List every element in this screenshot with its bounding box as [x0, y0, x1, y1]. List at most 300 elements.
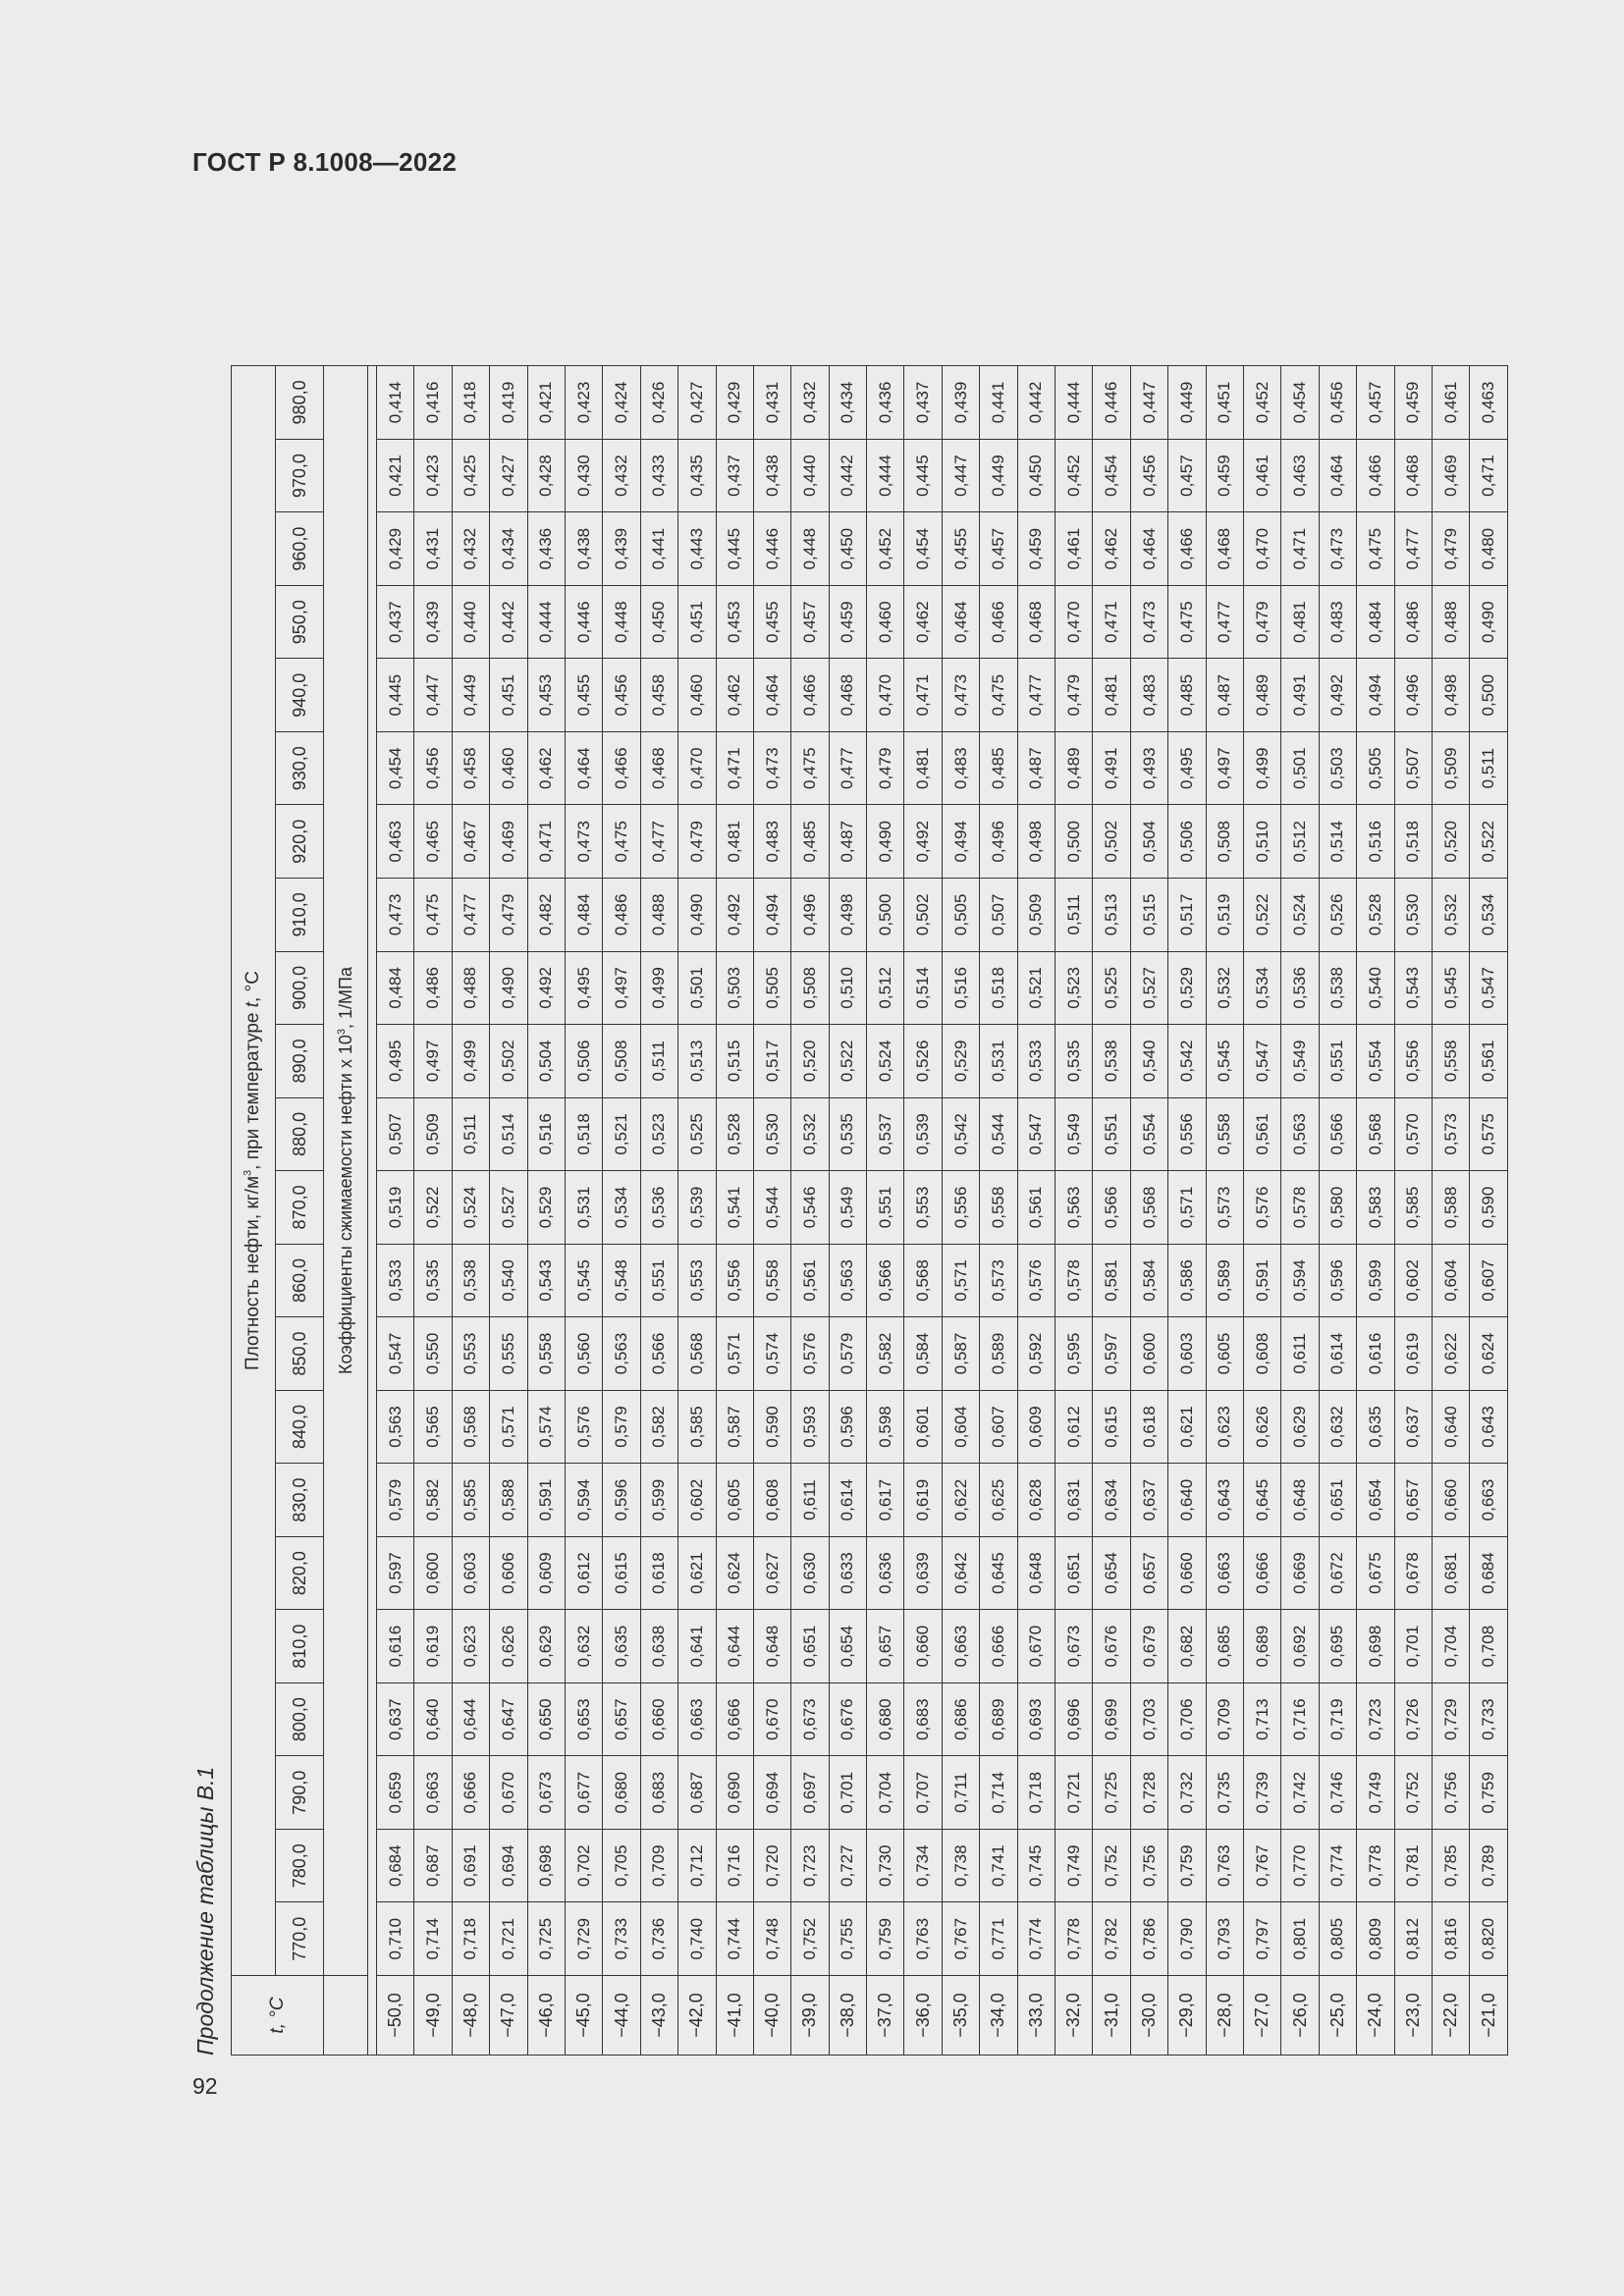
- coefficient-cell: 0,438: [753, 439, 790, 512]
- coefficient-cell: 0,432: [603, 439, 640, 512]
- coefficient-cell: 0,666: [452, 1756, 489, 1830]
- coefficient-cell: 0,696: [1056, 1682, 1093, 1756]
- table-row: [904, 366, 942, 2056]
- coefficient-cell: 0,439: [603, 512, 640, 586]
- table-row: [1206, 366, 1243, 2056]
- coefficient-cell: 0,639: [904, 1536, 942, 1610]
- coefficient-cell: 0,447: [1130, 366, 1167, 440]
- coefficient-cell: 0,551: [867, 1171, 904, 1245]
- density-header-cell: 910,0: [276, 879, 324, 952]
- coefficient-cell: 0,484: [377, 951, 414, 1025]
- coefficient-cell: 0,538: [452, 1244, 489, 1317]
- coefficient-cell: 0,635: [1357, 1390, 1394, 1464]
- coefficient-cell: 0,672: [1319, 1536, 1356, 1610]
- coefficient-cell: 0,437: [716, 439, 753, 512]
- coefficient-cell: 0,660: [1432, 1464, 1469, 1537]
- coefficient-cell: 0,458: [640, 659, 677, 732]
- coefficient-cell: 0,463: [1470, 366, 1508, 440]
- coefficient-cell: 0,560: [565, 1317, 602, 1391]
- coefficient-cell: 0,491: [1281, 659, 1319, 732]
- temperature-cell: −36,0: [904, 1976, 942, 2056]
- temperature-cell: −24,0: [1357, 1976, 1394, 2056]
- coefficient-cell: 0,466: [1168, 512, 1206, 586]
- coefficient-cell: 0,456: [1319, 366, 1356, 440]
- coefficient-cell: 0,462: [904, 585, 942, 659]
- coefficient-cell: 0,663: [1470, 1464, 1508, 1537]
- coefficient-cell: 0,443: [678, 512, 716, 586]
- coefficient-cell: 0,621: [678, 1536, 716, 1610]
- density-group-header-sup: 3: [242, 1169, 254, 1176]
- coefficient-cell: 0,542: [942, 1097, 979, 1171]
- coefficient-cell: 0,645: [980, 1536, 1017, 1610]
- coefficient-cell: 0,445: [377, 659, 414, 732]
- coefficient-cell: 0,511: [1056, 879, 1093, 952]
- coefficient-cell: 0,686: [942, 1682, 979, 1756]
- coefficient-cell: 0,675: [1357, 1536, 1394, 1610]
- temperature-cell: −41,0: [716, 1976, 753, 2056]
- coefficient-cell: 0,707: [904, 1756, 942, 1830]
- coefficient-cell: 0,444: [527, 585, 565, 659]
- coefficient-cell: 0,714: [980, 1756, 1017, 1830]
- coefficient-cell: 0,746: [1319, 1756, 1356, 1830]
- coefficient-cell: 0,518: [565, 1097, 602, 1171]
- coefficient-cell: 0,475: [980, 659, 1017, 732]
- coefficient-cell: 0,697: [791, 1756, 829, 1830]
- coefficient-cell: 0,614: [829, 1464, 866, 1537]
- table-row: [377, 366, 414, 2056]
- coefficient-cell: 0,670: [490, 1756, 527, 1830]
- coefficient-cell: 0,545: [1206, 1025, 1243, 1098]
- coefficient-cell: 0,708: [1470, 1610, 1508, 1683]
- coefficient-cell: 0,594: [1281, 1244, 1319, 1317]
- coefficient-cell: 0,457: [1357, 366, 1394, 440]
- coefficient-cell: 0,622: [942, 1464, 979, 1537]
- coefficient-cell: 0,729: [1432, 1682, 1469, 1756]
- coefficient-cell: 0,666: [716, 1682, 753, 1756]
- coefficient-cell: 0,452: [1243, 366, 1280, 440]
- coefficient-cell: 0,483: [1319, 585, 1356, 659]
- coefficient-cell: 0,509: [414, 1097, 452, 1171]
- coefficient-cell: 0,763: [1206, 1829, 1243, 1902]
- coefficient-cell: 0,752: [1093, 1829, 1130, 1902]
- coefficient-cell: 0,507: [1394, 731, 1432, 805]
- coefficient-cell: 0,734: [904, 1829, 942, 1902]
- coefficient-cell: 0,541: [716, 1171, 753, 1245]
- coefficient-cell: 0,740: [678, 1902, 716, 1976]
- coefficient-cell: 0,475: [791, 731, 829, 805]
- coefficient-cell: 0,532: [1206, 951, 1243, 1025]
- coefficient-cell: 0,774: [1017, 1902, 1055, 1976]
- coefficient-cell: 0,805: [1319, 1902, 1356, 1976]
- temperature-cell: −34,0: [980, 1976, 1017, 2056]
- coefficient-cell: 0,511: [640, 1025, 677, 1098]
- coefficient-cell: 0,506: [565, 1025, 602, 1098]
- coefficient-cell: 0,651: [791, 1610, 829, 1683]
- coefficient-cell: 0,735: [1206, 1756, 1243, 1830]
- coefficient-cell: 0,508: [1206, 805, 1243, 879]
- coefficient-cell: 0,692: [1281, 1610, 1319, 1683]
- coefficient-cell: 0,575: [1470, 1097, 1508, 1171]
- coefficient-cell: 0,604: [1432, 1244, 1469, 1317]
- density-header-cell: 890,0: [276, 1025, 324, 1098]
- coefficient-cell: 0,538: [1319, 951, 1356, 1025]
- coefficient-cell: 0,774: [1319, 1829, 1356, 1902]
- coefficient-cell: 0,663: [1206, 1536, 1243, 1610]
- coefficient-cell: 0,585: [452, 1464, 489, 1537]
- coefficient-cell: 0,499: [640, 951, 677, 1025]
- coefficient-cell: 0,739: [1243, 1756, 1280, 1830]
- coefficient-cell: 0,533: [377, 1244, 414, 1317]
- coefficient-cell: 0,619: [414, 1610, 452, 1683]
- coefficient-cell: 0,454: [904, 512, 942, 586]
- coefficient-cell: 0,516: [1357, 805, 1394, 879]
- coefficient-cell: 0,498: [829, 879, 866, 952]
- temperature-cell: −50,0: [377, 1976, 414, 2056]
- coefficient-cell: 0,450: [1017, 439, 1055, 512]
- coefficient-cell: 0,587: [942, 1317, 979, 1391]
- coefficient-cell: 0,592: [1017, 1317, 1055, 1391]
- coefficient-cell: 0,701: [829, 1756, 866, 1830]
- coefficient-cell: 0,555: [490, 1317, 527, 1391]
- coefficient-cell: 0,571: [716, 1317, 753, 1391]
- coefficient-cell: 0,490: [867, 805, 904, 879]
- coefficient-cell: 0,432: [452, 512, 489, 586]
- coefficient-cell: 0,585: [678, 1390, 716, 1464]
- coefficient-cell: 0,453: [716, 585, 753, 659]
- coefficient-cell: 0,475: [1168, 585, 1206, 659]
- density-header-cell: 820,0: [276, 1536, 324, 1610]
- coefficient-cell: 0,448: [791, 512, 829, 586]
- coefficient-cell: 0,538: [1093, 1025, 1130, 1098]
- table-row: [1357, 366, 1394, 2056]
- coefficient-cell: 0,477: [452, 879, 489, 952]
- coefficient-cell: 0,481: [904, 731, 942, 805]
- coefficient-cell: 0,615: [603, 1536, 640, 1610]
- coefficient-cell: 0,571: [1168, 1171, 1206, 1245]
- coefficient-cell: 0,517: [753, 1025, 790, 1098]
- coefficient-cell: 0,486: [1394, 585, 1432, 659]
- coefficient-cell: 0,510: [829, 951, 866, 1025]
- coefficient-cell: 0,759: [1168, 1829, 1206, 1902]
- coefficient-cell: 0,444: [1056, 366, 1093, 440]
- coefficient-cell: 0,619: [1394, 1317, 1432, 1391]
- coefficient-cell: 0,547: [377, 1317, 414, 1391]
- coefficient-cell: 0,689: [1243, 1610, 1280, 1683]
- coefficients-subtitle-prefix: Коэффициенты сжимаемости нефти х 10: [335, 1035, 355, 1375]
- coefficient-cell: 0,631: [1056, 1464, 1093, 1537]
- coefficient-cell: 0,793: [1206, 1902, 1243, 1976]
- coefficient-cell: 0,469: [1432, 439, 1469, 512]
- coefficient-cell: 0,483: [942, 731, 979, 805]
- coefficient-cell: 0,492: [1319, 659, 1356, 732]
- coefficient-cell: 0,534: [1470, 879, 1508, 952]
- coefficient-cell: 0,770: [1281, 1829, 1319, 1902]
- coefficient-cell: 0,609: [1017, 1390, 1055, 1464]
- coefficient-cell: 0,648: [1281, 1464, 1319, 1537]
- coefficient-cell: 0,648: [753, 1610, 790, 1683]
- coefficient-cell: 0,820: [1470, 1902, 1508, 1976]
- coefficient-cell: 0,670: [1017, 1610, 1055, 1683]
- coefficient-cell: 0,547: [1470, 951, 1508, 1025]
- coefficient-cell: 0,505: [1357, 731, 1394, 805]
- coefficient-cell: 0,558: [1432, 1025, 1469, 1098]
- coefficient-cell: 0,596: [1319, 1244, 1356, 1317]
- coefficient-cell: 0,654: [1093, 1536, 1130, 1610]
- coefficient-cell: 0,479: [867, 731, 904, 805]
- coefficient-cell: 0,477: [1394, 512, 1432, 586]
- coefficient-cell: 0,470: [867, 659, 904, 732]
- temperature-cell: −22,0: [1432, 1976, 1469, 2056]
- coefficients-subtitle-sup: 3: [335, 1028, 348, 1036]
- density-header-cell: 960,0: [276, 512, 324, 586]
- coefficient-cell: 0,637: [1130, 1464, 1167, 1537]
- coefficient-cell: 0,629: [527, 1610, 565, 1683]
- coefficient-cell: 0,477: [1017, 659, 1055, 732]
- coefficient-cell: 0,492: [527, 951, 565, 1025]
- temperature-cell: −37,0: [867, 1976, 904, 2056]
- table-row: [490, 366, 527, 2056]
- header-spacer-cell: [368, 366, 377, 2056]
- coefficient-cell: 0,430: [565, 439, 602, 512]
- coefficient-cell: 0,673: [791, 1682, 829, 1756]
- coefficient-cell: 0,435: [678, 439, 716, 512]
- coefficient-cell: 0,566: [867, 1244, 904, 1317]
- table-row: [829, 366, 866, 2056]
- coefficient-cell: 0,522: [829, 1025, 866, 1098]
- coefficient-cell: 0,468: [1394, 439, 1432, 512]
- coefficient-cell: 0,466: [1357, 439, 1394, 512]
- coefficient-cell: 0,566: [1319, 1097, 1356, 1171]
- coefficient-cell: 0,547: [1017, 1097, 1055, 1171]
- coefficient-cell: 0,706: [1168, 1682, 1206, 1756]
- coefficient-cell: 0,641: [678, 1610, 716, 1683]
- table-row: [414, 366, 452, 2056]
- coefficient-cell: 0,542: [1168, 1025, 1206, 1098]
- coefficient-cell: 0,742: [1281, 1756, 1319, 1830]
- coefficients-subtitle-suffix: , 1/МПа: [335, 967, 355, 1029]
- coefficient-cell: 0,682: [1168, 1610, 1206, 1683]
- density-header-cell: 850,0: [276, 1317, 324, 1391]
- coefficient-cell: 0,748: [753, 1902, 790, 1976]
- temperature-cell: −27,0: [1243, 1976, 1280, 2056]
- coefficient-cell: 0,427: [678, 366, 716, 440]
- coefficient-cell: 0,431: [414, 512, 452, 586]
- coefficient-cell: 0,638: [640, 1610, 677, 1683]
- coefficient-cell: 0,455: [942, 512, 979, 586]
- coefficient-cell: 0,718: [452, 1902, 489, 1976]
- coefficient-cell: 0,602: [678, 1464, 716, 1537]
- coefficient-cell: 0,515: [1130, 879, 1167, 952]
- coefficient-cell: 0,511: [1470, 731, 1508, 805]
- coefficient-cell: 0,536: [1281, 951, 1319, 1025]
- coefficient-cell: 0,496: [980, 805, 1017, 879]
- coefficient-cell: 0,549: [1056, 1097, 1093, 1171]
- coefficient-cell: 0,563: [377, 1390, 414, 1464]
- coefficient-cell: 0,587: [716, 1390, 753, 1464]
- coefficient-cell: 0,521: [603, 1097, 640, 1171]
- coefficient-cell: 0,499: [452, 1025, 489, 1098]
- coefficient-cell: 0,797: [1243, 1902, 1280, 1976]
- coefficient-cell: 0,595: [1056, 1317, 1093, 1391]
- coefficient-cell: 0,418: [452, 366, 489, 440]
- coefficient-cell: 0,588: [490, 1464, 527, 1537]
- coefficient-cell: 0,718: [1017, 1756, 1055, 1830]
- coefficient-cell: 0,484: [1357, 585, 1394, 659]
- document-code: ГОСТ Р 8.1008—2022: [192, 147, 458, 177]
- coefficient-cell: 0,414: [377, 366, 414, 440]
- coefficient-cell: 0,536: [640, 1171, 677, 1245]
- coefficient-cell: 0,544: [980, 1097, 1017, 1171]
- coefficient-cell: 0,473: [753, 731, 790, 805]
- density-header-cell: 980,0: [276, 366, 324, 440]
- coefficient-cell: 0,495: [565, 951, 602, 1025]
- coefficient-cell: 0,710: [377, 1902, 414, 1976]
- table-row: [980, 366, 1017, 2056]
- coefficient-cell: 0,558: [980, 1171, 1017, 1245]
- coefficient-cell: 0,733: [603, 1902, 640, 1976]
- coefficient-cell: 0,522: [414, 1171, 452, 1245]
- coefficient-cell: 0,568: [452, 1390, 489, 1464]
- coefficient-cell: 0,586: [1168, 1244, 1206, 1317]
- coefficient-cell: 0,486: [603, 879, 640, 952]
- coefficient-cell: 0,759: [867, 1902, 904, 1976]
- coefficient-cell: 0,558: [753, 1244, 790, 1317]
- coefficient-cell: 0,582: [640, 1390, 677, 1464]
- coefficient-cell: 0,479: [1432, 512, 1469, 586]
- coefficient-cell: 0,477: [829, 731, 866, 805]
- coefficient-cell: 0,477: [640, 805, 677, 879]
- coefficient-cell: 0,680: [603, 1756, 640, 1830]
- coefficient-cell: 0,521: [1017, 951, 1055, 1025]
- temperature-column-header: t, °C: [232, 1976, 324, 2056]
- coefficient-cell: 0,585: [1394, 1171, 1432, 1245]
- coefficient-cell: 0,579: [377, 1464, 414, 1537]
- coefficient-cell: 0,763: [904, 1902, 942, 1976]
- temperature-cell: −48,0: [452, 1976, 489, 2056]
- temperature-cell: −42,0: [678, 1976, 716, 2056]
- coefficient-cell: 0,501: [678, 951, 716, 1025]
- coefficient-cell: 0,441: [640, 512, 677, 586]
- coefficient-cell: 0,432: [791, 366, 829, 440]
- coefficient-cell: 0,756: [1130, 1829, 1167, 1902]
- coefficient-cell: 0,494: [942, 805, 979, 879]
- density-header-cell: 870,0: [276, 1171, 324, 1245]
- coefficient-cell: 0,468: [640, 731, 677, 805]
- temperature-cell: −21,0: [1470, 1976, 1508, 2056]
- density-header-cell: 940,0: [276, 659, 324, 732]
- coefficient-cell: 0,582: [414, 1464, 452, 1537]
- coefficient-cell: 0,571: [942, 1244, 979, 1317]
- coefficient-cell: 0,454: [1093, 439, 1130, 512]
- coefficient-cell: 0,473: [1130, 585, 1167, 659]
- table-row: [452, 366, 489, 2056]
- coefficient-cell: 0,633: [829, 1536, 866, 1610]
- coefficient-cell: 0,466: [603, 731, 640, 805]
- coefficient-cell: 0,563: [1056, 1171, 1093, 1245]
- coefficient-cell: 0,419: [490, 366, 527, 440]
- coefficient-cell: 0,487: [1017, 731, 1055, 805]
- coefficient-cell: 0,531: [565, 1171, 602, 1245]
- coefficient-cell: 0,640: [1432, 1390, 1469, 1464]
- coefficient-cell: 0,495: [377, 1025, 414, 1098]
- coefficient-cell: 0,556: [716, 1244, 753, 1317]
- coefficient-cell: 0,421: [377, 439, 414, 512]
- temperature-cell: −38,0: [829, 1976, 866, 2056]
- table-row: [565, 366, 602, 2056]
- coefficient-cell: 0,515: [716, 1025, 753, 1098]
- density-header-cell: 840,0: [276, 1390, 324, 1464]
- coefficient-cell: 0,749: [1357, 1756, 1394, 1830]
- coefficient-cell: 0,563: [1281, 1097, 1319, 1171]
- coefficient-cell: 0,554: [1357, 1025, 1394, 1098]
- coefficient-cell: 0,436: [867, 366, 904, 440]
- coefficient-cell: 0,464: [753, 659, 790, 732]
- coefficient-cell: 0,498: [1017, 805, 1055, 879]
- coefficient-cell: 0,508: [791, 951, 829, 1025]
- coefficient-cell: 0,547: [1243, 1025, 1280, 1098]
- coefficient-cell: 0,582: [867, 1317, 904, 1391]
- coefficient-cell: 0,524: [867, 1025, 904, 1098]
- coefficient-cell: 0,454: [1281, 366, 1319, 440]
- temperature-cell: −26,0: [1281, 1976, 1319, 2056]
- density-header-cell: 880,0: [276, 1097, 324, 1171]
- density-header-cell: 920,0: [276, 805, 324, 879]
- coefficient-cell: 0,622: [1432, 1317, 1469, 1391]
- coefficient-cell: 0,597: [1093, 1317, 1130, 1391]
- coefficient-cell: 0,689: [980, 1682, 1017, 1756]
- coefficient-cell: 0,429: [377, 512, 414, 586]
- coefficient-cell: 0,628: [1017, 1464, 1055, 1537]
- coefficient-cell: 0,632: [565, 1610, 602, 1683]
- coefficient-cell: 0,502: [490, 1025, 527, 1098]
- coefficient-cell: 0,485: [1168, 659, 1206, 732]
- table-row: [1319, 366, 1356, 2056]
- coefficient-cell: 0,573: [1206, 1171, 1243, 1245]
- coefficient-cell: 0,467: [452, 805, 489, 879]
- coefficient-cell: 0,516: [527, 1097, 565, 1171]
- coefficient-cell: 0,452: [1056, 439, 1093, 512]
- table-row: [753, 366, 790, 2056]
- coefficient-cell: 0,446: [565, 585, 602, 659]
- coefficient-cell: 0,666: [980, 1610, 1017, 1683]
- coefficient-cell: 0,473: [377, 879, 414, 952]
- coefficient-cell: 0,461: [1243, 439, 1280, 512]
- coefficient-cell: 0,782: [1093, 1902, 1130, 1976]
- coefficient-cell: 0,591: [1243, 1244, 1280, 1317]
- coefficient-cell: 0,436: [527, 512, 565, 586]
- coefficient-cell: 0,505: [942, 879, 979, 952]
- coefficient-cell: 0,657: [1130, 1536, 1167, 1610]
- coefficient-cell: 0,812: [1394, 1902, 1432, 1976]
- coefficient-cell: 0,645: [1243, 1464, 1280, 1537]
- coefficient-cell: 0,481: [1093, 659, 1130, 732]
- density-header-cell: 830,0: [276, 1464, 324, 1537]
- coefficient-cell: 0,440: [452, 585, 489, 659]
- coefficient-cell: 0,591: [527, 1464, 565, 1537]
- coefficient-cell: 0,608: [1243, 1317, 1280, 1391]
- coefficient-cell: 0,726: [1394, 1682, 1432, 1756]
- coefficient-cell: 0,473: [942, 659, 979, 732]
- coefficient-cell: 0,489: [1056, 731, 1093, 805]
- coefficient-cell: 0,516: [942, 951, 979, 1025]
- coefficient-cell: 0,457: [980, 512, 1017, 586]
- coefficient-cell: 0,468: [1017, 585, 1055, 659]
- coefficient-cell: 0,507: [980, 879, 1017, 952]
- table-body: [368, 366, 1508, 2056]
- coefficient-cell: 0,550: [414, 1317, 452, 1391]
- coefficient-cell: 0,502: [904, 879, 942, 952]
- coefficient-cell: 0,666: [1243, 1536, 1280, 1610]
